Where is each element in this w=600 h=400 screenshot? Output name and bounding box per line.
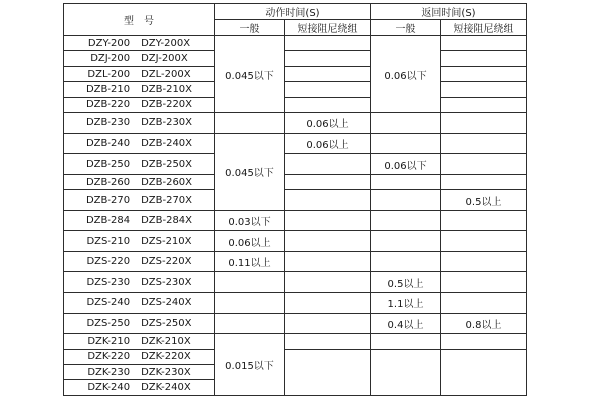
table-row <box>64 334 527 349</box>
model-cell <box>64 66 215 81</box>
empty-cell <box>441 210 527 231</box>
model-name-x: DZK-240X <box>141 382 191 394</box>
value-cell-action-general: 0.03以下 <box>215 210 285 231</box>
model-cell <box>64 231 215 252</box>
model-name-x: DZS-240X <box>141 297 192 309</box>
empty-cell <box>441 251 527 272</box>
model-cell <box>64 51 215 66</box>
model-name: DZL-200 <box>87 68 131 80</box>
empty-cell <box>285 154 371 175</box>
model-name: DZY-200 <box>87 37 131 49</box>
model-cell <box>64 154 215 175</box>
empty-cell <box>285 82 371 97</box>
model-cell <box>64 174 215 189</box>
empty-cell <box>441 154 527 175</box>
model-cell <box>64 210 215 231</box>
empty-cell <box>285 97 371 112</box>
empty-cell <box>441 51 527 66</box>
table-row <box>64 251 527 272</box>
table-row <box>64 51 527 66</box>
model-name: DZS-240 <box>86 297 131 309</box>
empty-cell <box>371 231 441 252</box>
model-name-x: DZB-284X <box>141 215 193 227</box>
model-cell <box>64 97 215 112</box>
empty-cell <box>441 293 527 314</box>
empty-cell <box>441 66 527 81</box>
empty-cell <box>285 313 371 334</box>
empty-cell <box>371 174 441 189</box>
header-return-general: 一般 <box>371 20 441 36</box>
empty-cell <box>285 210 371 231</box>
empty-cell <box>371 334 441 349</box>
model-name-x: DZB-220X <box>141 99 193 111</box>
empty-cell <box>215 272 285 293</box>
empty-cell <box>285 272 371 293</box>
empty-cell <box>441 231 527 252</box>
empty-cell <box>285 349 371 395</box>
model-name-x: DZK-230X <box>141 366 191 378</box>
empty-cell <box>441 349 527 395</box>
table-row <box>64 174 527 189</box>
value-cell-action-damped: 0.06以上 <box>285 113 371 134</box>
model-name-x: DZK-210X <box>141 335 191 347</box>
model-name-x: DZS-210X <box>141 235 192 247</box>
value-cell-return-general: 1.1以上 <box>371 293 441 314</box>
empty-cell <box>371 349 441 395</box>
empty-cell <box>441 82 527 97</box>
model-name-x: DZS-220X <box>141 256 192 268</box>
model-name: DZS-250 <box>86 317 131 329</box>
model-name-x: DZB-270X <box>141 194 193 206</box>
model-name: DZB-250 <box>85 158 131 170</box>
model-cell <box>64 293 215 314</box>
model-name: DZB-284 <box>85 215 131 227</box>
model-name-x: DZL-200X <box>141 68 191 80</box>
table-row <box>64 97 527 112</box>
model-name: DZB-270 <box>85 194 131 206</box>
empty-cell <box>441 97 527 112</box>
header-action-general: 一般 <box>215 20 285 36</box>
model-name-x: DZB-240X <box>141 137 193 149</box>
table-row <box>64 349 527 364</box>
header-action-time: 动作时间(S) <box>215 4 371 20</box>
table-row <box>64 36 527 51</box>
model-cell <box>64 313 215 334</box>
empty-cell <box>285 251 371 272</box>
value-cell-return-general: 0.5以上 <box>371 272 441 293</box>
model-name-x: DZB-210X <box>141 83 193 95</box>
empty-cell <box>285 231 371 252</box>
model-name-x: DZB-260X <box>141 176 193 188</box>
model-name: DZK-230 <box>87 366 131 378</box>
model-name: DZJ-200 <box>90 53 131 65</box>
model-name-x: DZB-250X <box>141 158 193 170</box>
empty-cell <box>371 190 441 211</box>
value-cell-action-general: 0.045以下 <box>215 36 285 113</box>
empty-cell <box>371 251 441 272</box>
table-row <box>64 231 527 252</box>
model-cell <box>64 380 215 396</box>
value-cell-action-damped: 0.06以上 <box>285 133 371 154</box>
model-cell <box>64 36 215 51</box>
empty-cell <box>285 66 371 81</box>
model-name: DZS-230 <box>86 276 131 288</box>
model-cell <box>64 113 215 134</box>
value-cell-return-general: 0.06以下 <box>371 154 441 175</box>
model-name-x: DZY-200X <box>141 37 191 49</box>
empty-cell <box>285 293 371 314</box>
model-cell <box>64 349 215 364</box>
model-cell <box>64 82 215 97</box>
model-name: DZB-240 <box>85 137 131 149</box>
header-action-damped: 短接阻尼绕组 <box>285 20 371 36</box>
table-row <box>64 210 527 231</box>
model-name: DZB-220 <box>85 99 131 111</box>
model-name: DZK-240 <box>87 382 131 394</box>
header-return-damped: 短接阻尼绕组 <box>441 20 527 36</box>
empty-cell <box>441 272 527 293</box>
model-name: DZS-210 <box>86 235 131 247</box>
model-name: DZB-210 <box>85 83 131 95</box>
empty-cell <box>441 133 527 154</box>
table-row <box>64 293 527 314</box>
empty-cell <box>285 51 371 66</box>
model-name-x: DZK-220X <box>141 351 191 363</box>
model-name: DZB-230 <box>85 117 131 129</box>
table-row <box>64 272 527 293</box>
model-cell <box>64 133 215 154</box>
relay-spec-table <box>63 3 527 396</box>
model-cell <box>64 272 215 293</box>
empty-cell <box>215 293 285 314</box>
model-cell <box>64 190 215 211</box>
empty-cell <box>441 334 527 349</box>
empty-cell <box>285 36 371 51</box>
header-row-groups <box>64 4 527 20</box>
value-cell-return-damped: 0.5以上 <box>441 190 527 211</box>
value-cell-action-general: 0.045以下 <box>215 133 285 210</box>
table-row <box>64 313 527 334</box>
empty-cell <box>285 174 371 189</box>
value-cell-return-damped: 0.8以上 <box>441 313 527 334</box>
empty-cell <box>441 36 527 51</box>
table-row <box>64 190 527 211</box>
model-name: DZK-220 <box>87 351 131 363</box>
spec-table-container <box>63 3 527 396</box>
table-row <box>64 133 527 154</box>
empty-cell <box>285 190 371 211</box>
empty-cell <box>215 313 285 334</box>
model-name: DZK-210 <box>87 335 131 347</box>
empty-cell <box>215 113 285 134</box>
table-row <box>64 66 527 81</box>
empty-cell <box>371 210 441 231</box>
empty-cell <box>371 113 441 134</box>
model-name-x: DZS-250X <box>141 317 192 329</box>
empty-cell <box>441 174 527 189</box>
header-return-time: 返回时间(S) <box>371 4 527 20</box>
table-row <box>64 82 527 97</box>
empty-cell <box>371 133 441 154</box>
empty-cell <box>285 334 371 349</box>
table-row <box>64 154 527 175</box>
model-name: DZS-220 <box>86 256 131 268</box>
value-cell-action-general: 0.015以下 <box>215 334 285 396</box>
model-name-x: DZJ-200X <box>141 53 188 65</box>
value-cell-return-general: 0.4以上 <box>371 313 441 334</box>
model-name-x: DZB-230X <box>141 117 193 129</box>
model-name: DZB-260 <box>85 176 131 188</box>
value-cell-action-general: 0.11以上 <box>215 251 285 272</box>
model-cell <box>64 334 215 349</box>
model-cell <box>64 365 215 380</box>
header-model: 型 号 <box>64 4 215 36</box>
empty-cell <box>441 113 527 134</box>
value-cell-return-general: 0.06以下 <box>371 36 441 113</box>
model-cell <box>64 251 215 272</box>
table-row <box>64 113 527 134</box>
model-name-x: DZS-230X <box>141 276 192 288</box>
value-cell-action-general: 0.06以上 <box>215 231 285 252</box>
